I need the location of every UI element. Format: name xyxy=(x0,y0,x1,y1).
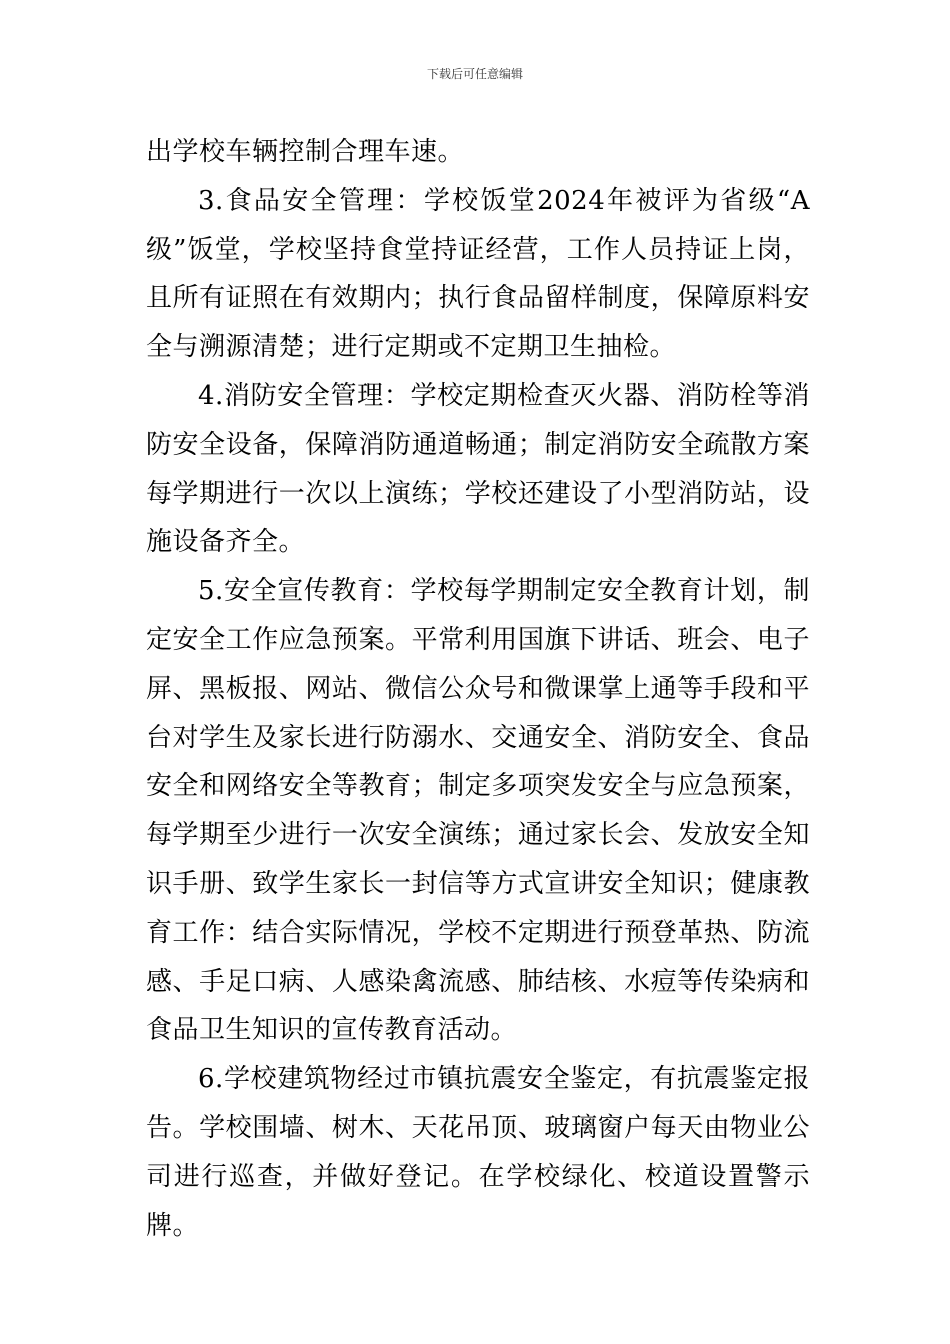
paragraph-fire-safety: 4.消防安全管理：学校定期检查灭火器、消防栓等消防安全设备，保障消防通道畅通；制定消防安全疏散方案每学期进行一次以上演练；学校还建设了小型消防站，设施设备齐全。 xyxy=(146,380,810,558)
paragraph-building-safety: 6.学校建筑物经过市镇抗震安全鉴定，有抗震鉴定报告。学校围墙、树木、天花吊顶、玻璃窗户每天由物业公司进行巡查，并做好登记。在学校绿化、校道设置警示牌。 xyxy=(146,1064,810,1241)
page-header-note: 下载后可任意编辑 xyxy=(426,67,523,81)
paragraph-food-safety: 3.食品安全管理：学校饭堂2024年被评为省级“A级”饭堂，学校坚持食堂持证经营，工作人员持证上岗，且所有证照在有效期内；执行食品留样制度，保障原料安全与溯源清楚；进行定期或不定期卫生抽检。 xyxy=(146,185,810,363)
paragraph-continuation: 出学校车辆控制合理车速。 xyxy=(146,137,465,167)
paragraph-safety-education: 5.安全宣传教育：学校每学期制定安全教育计划，制定安全工作应急预案。平常利用国旗下讲话、班会、电子屏、黑板报、网站、微信公众号和微课掌上通等手段和平台对学生及家长进行防溺水、交通安全、消防安全、食品安全和网络安全等教育；制定多项突发安全与应急预案，每学期至少进行一次安全演练；通过家长会、发放安全知识手册、致学生家长一封信等方式宣讲安全知识；健康教育工作：结合实际情况，学校不定期进行预登革热、防流感、手足口病、人感染禽流感、肺结核、水痘等传染病和食品卫生知识的宣传教育活动。 xyxy=(146,576,810,1046)
document-body xyxy=(146,128,810,1250)
